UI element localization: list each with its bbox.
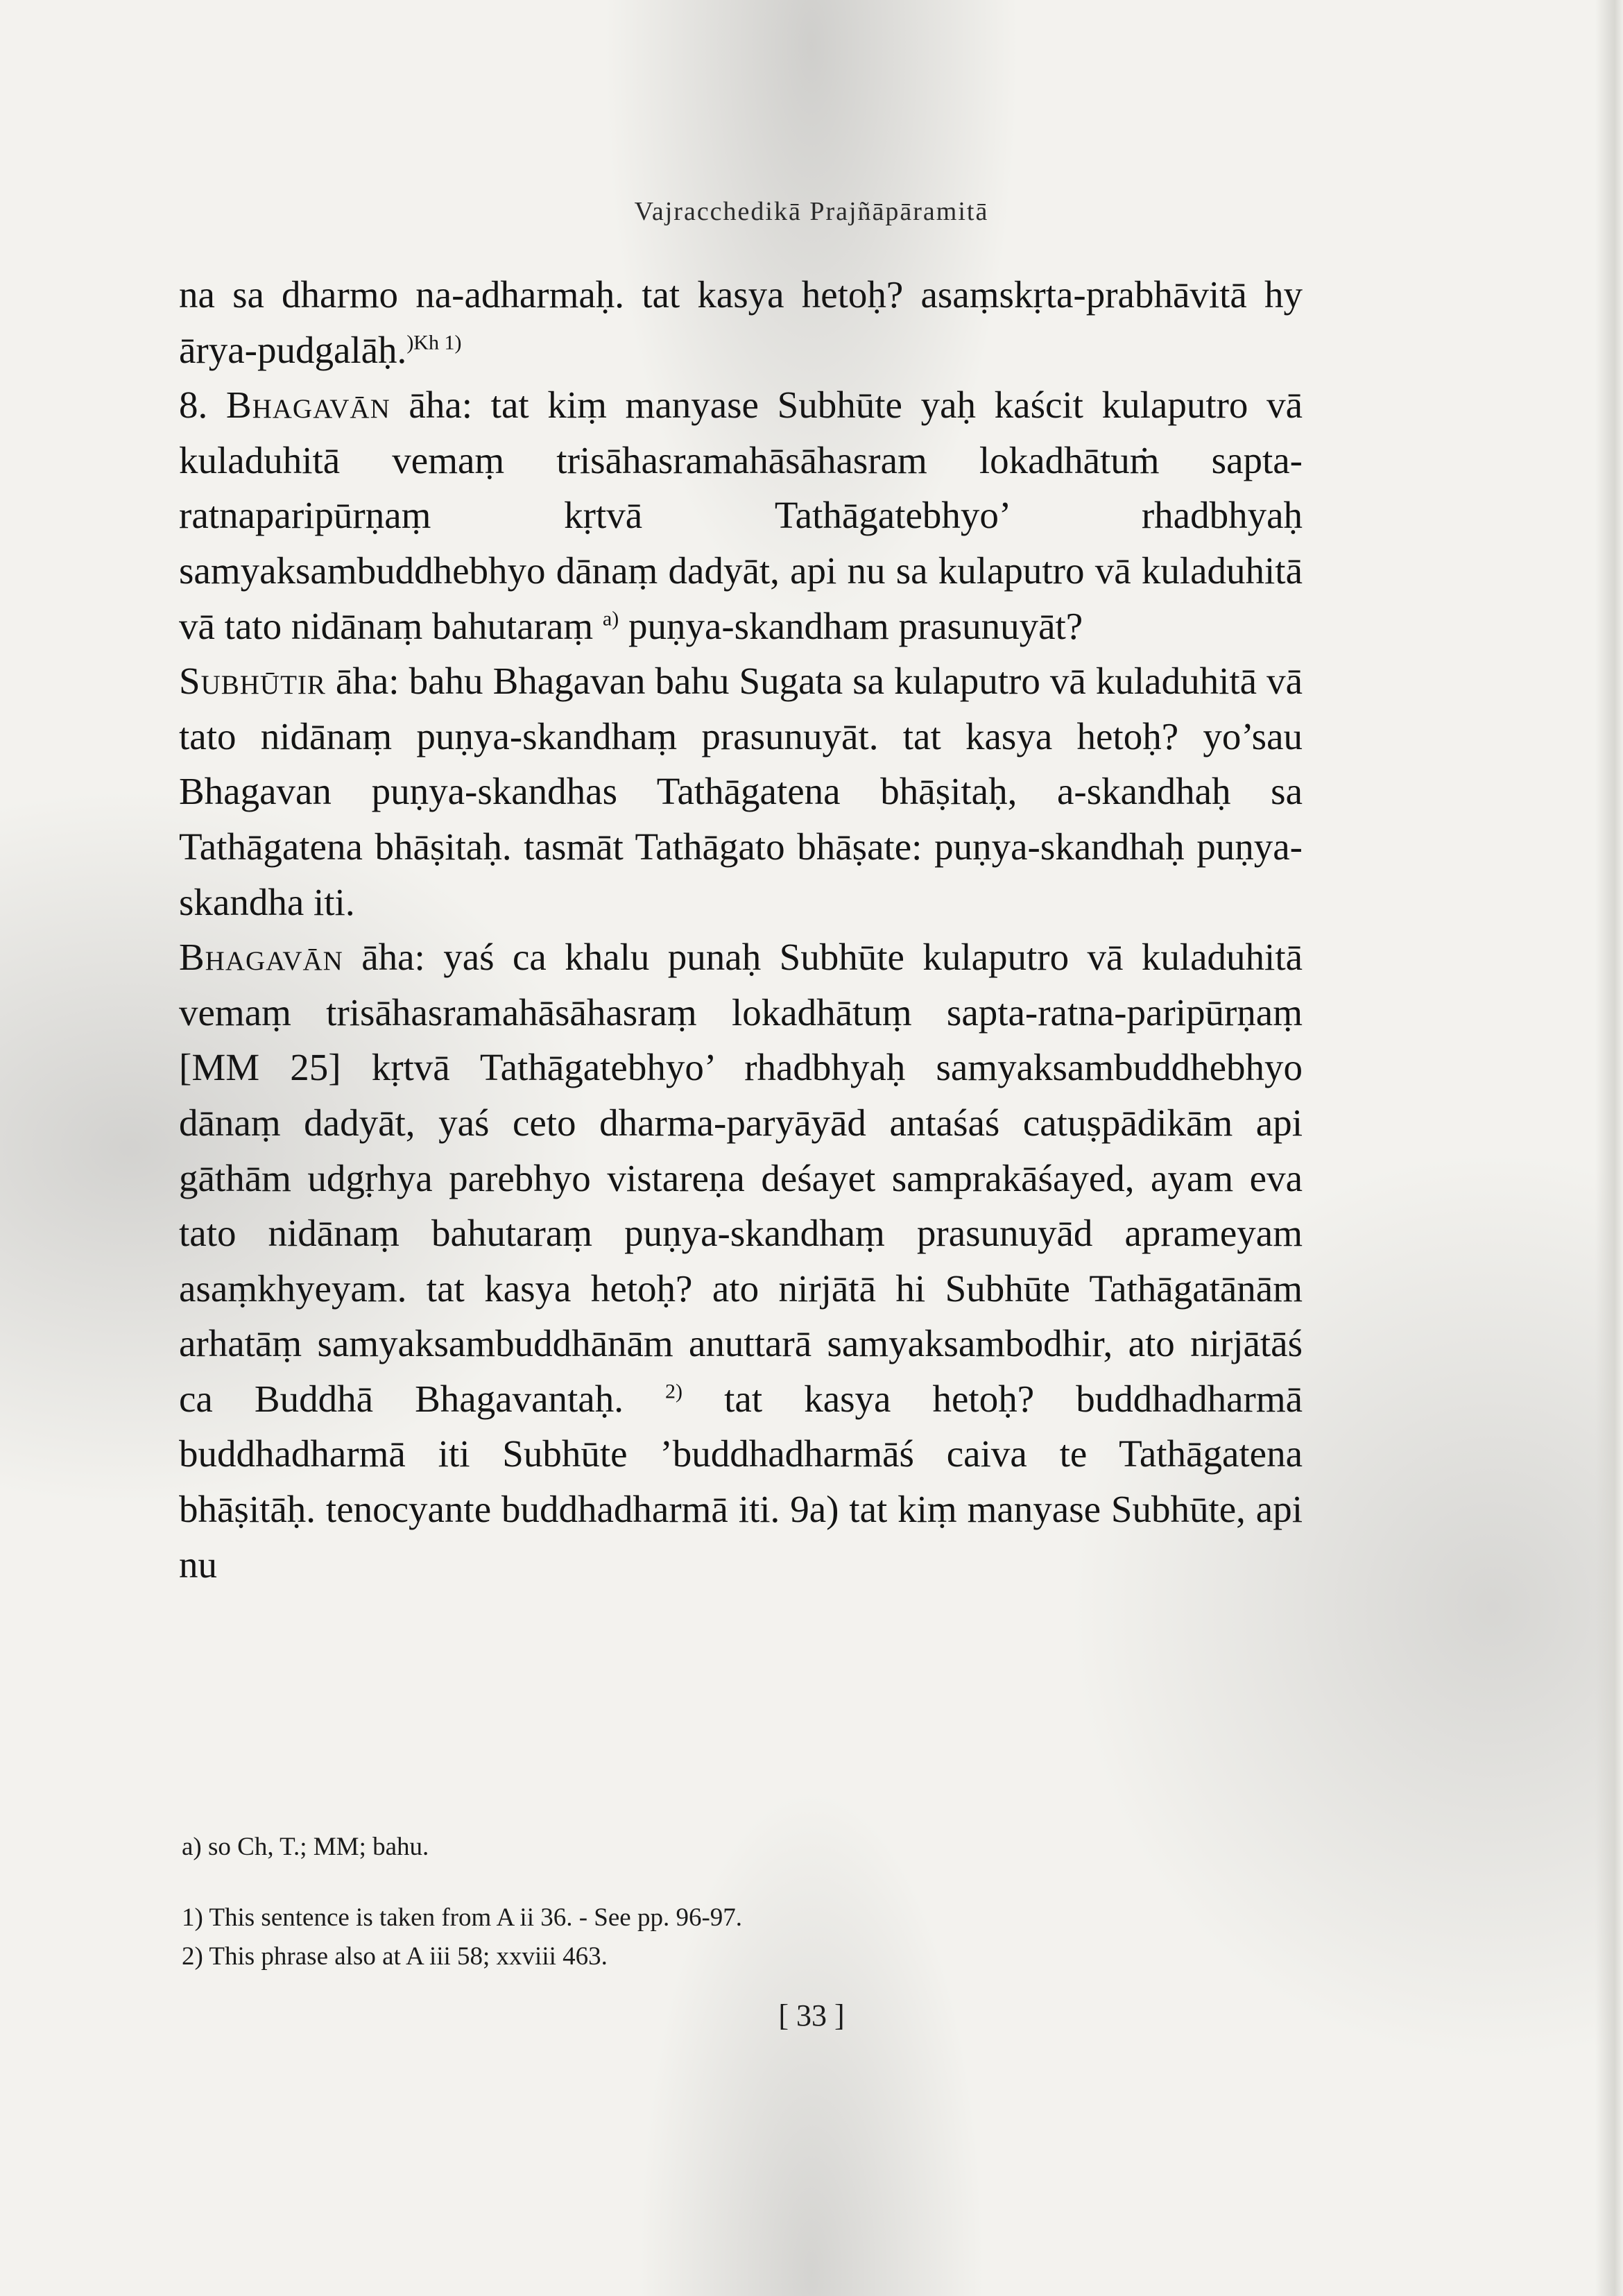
speaker-name: Subhūtir <box>179 660 326 703</box>
footnotes <box>182 1828 1291 1976</box>
paragraph-bhagavan <box>179 929 1303 1592</box>
paragraph-1-text: na sa dharmo na-adharmaḥ. tat kasya hetoḥ? asaṃskṛta-prabhāvitā hy ārya-pudgalāḥ. <box>179 273 1303 371</box>
running-title: Vajracchedikā Prajñāpāramitā <box>634 197 989 226</box>
footnote-gap <box>182 1867 1291 1899</box>
paragraph-subhuti <box>179 653 1303 929</box>
section-number: 8. <box>179 384 208 427</box>
page-edge-shadow <box>1595 0 1623 2296</box>
reference-marker: )Kh 1) <box>406 331 462 354</box>
paragraph-bhagavan-text: āha: yaś ca khalu punaḥ Subhūte kulaputro vā kuladuhitā vemaṃ trisāhasramahāsāhasraṃ lokadhātuṃ sapta-ratna-paripūrṇaṃ [MM 25] kṛtvā Tathāgatebhyo’ rhadbhyaḥ samyaksambuddhebhyo dānaṃ dadyāt, yaś ceto dharma-paryāyād antaśaś catuṣpādikām api gāthām udgṛhya parebhyo vistareṇa deśayet samprakāśayed, ayam eva tato nidānaṃ bahutaraṃ puṇya-skandhaṃ prasunuyād aprameyam asaṃkhyeyam. tat kasya hetoḥ? ato nirjātā hi Subhūte Tathāgatānām arhatāṃ samyaksambuddhānām anuttarā samyaksambodhir, ato nirjātāś ca Buddhā Bhagavantaḥ. <box>179 936 1303 1420</box>
paragraph-1 <box>179 267 1303 377</box>
main-text <box>179 267 1303 1592</box>
paragraph-subhuti-text: āha: bahu Bhagavan bahu Sugata sa kulaputro vā kuladuhitā vā tato nidānaṃ puṇya-skandhaṃ prasunuyāt. tat kasya hetoḥ? yo’sau Bhagavan puṇya-skandhas Tathāgatena bhāṣitaḥ, a-skandhaḥ sa Tathāgatena bhāṣitaḥ. tasmāt Tathāgato bhāṣate: puṇya-skandhaḥ puṇya-skandha iti. <box>179 660 1303 923</box>
footnote-marker: 2) <box>665 1380 683 1403</box>
footnote-marker: a) <box>602 607 619 631</box>
paragraph-8 <box>179 377 1303 653</box>
paragraph-8-text: āha: tat kiṃ manyase Subhūte yaḥ kaścit kulaputro vā kuladuhitā vemaṃ trisāhasramahāsāhasram lokadhātuṁ sapta-ratnaparipūrṇaṃ kṛtvā Tathāgatebhyo’ rhadbhyaḥ samyaksambuddhebhyo dānaṃ dadyāt, api nu sa kulaputro vā kuladuhitā vā tato nidānaṃ bahutaraṃ <box>179 384 1303 647</box>
footnote-2: 2) This phrase also at A iii 58; xxviii 463. <box>182 1942 608 1971</box>
variant-note: a) so Ch, T.; MM; bahu. <box>182 1833 429 1861</box>
footnote-1: 1) This sentence is taken from A ii 36. - See pp. 96-97. <box>182 1903 743 1932</box>
paragraph-bhagavan-text-cont: tat kasya hetoḥ? buddhadharmā buddhadharmā iti Subhūte ’buddhadharmāś caiva te Tathāgatena bhāṣitāḥ. tenocyante buddhadharmā iti. 9a) tat kiṃ manyase Subhūte, api nu <box>179 1377 1303 1586</box>
speaker-name: Bhagavān <box>179 936 343 979</box>
paragraph-8-text-cont: puṇya-skandham prasunuyāt? <box>628 604 1083 647</box>
page-number: [ 33 ] <box>778 1998 845 2032</box>
speaker-name: Bhagavān <box>225 384 390 427</box>
